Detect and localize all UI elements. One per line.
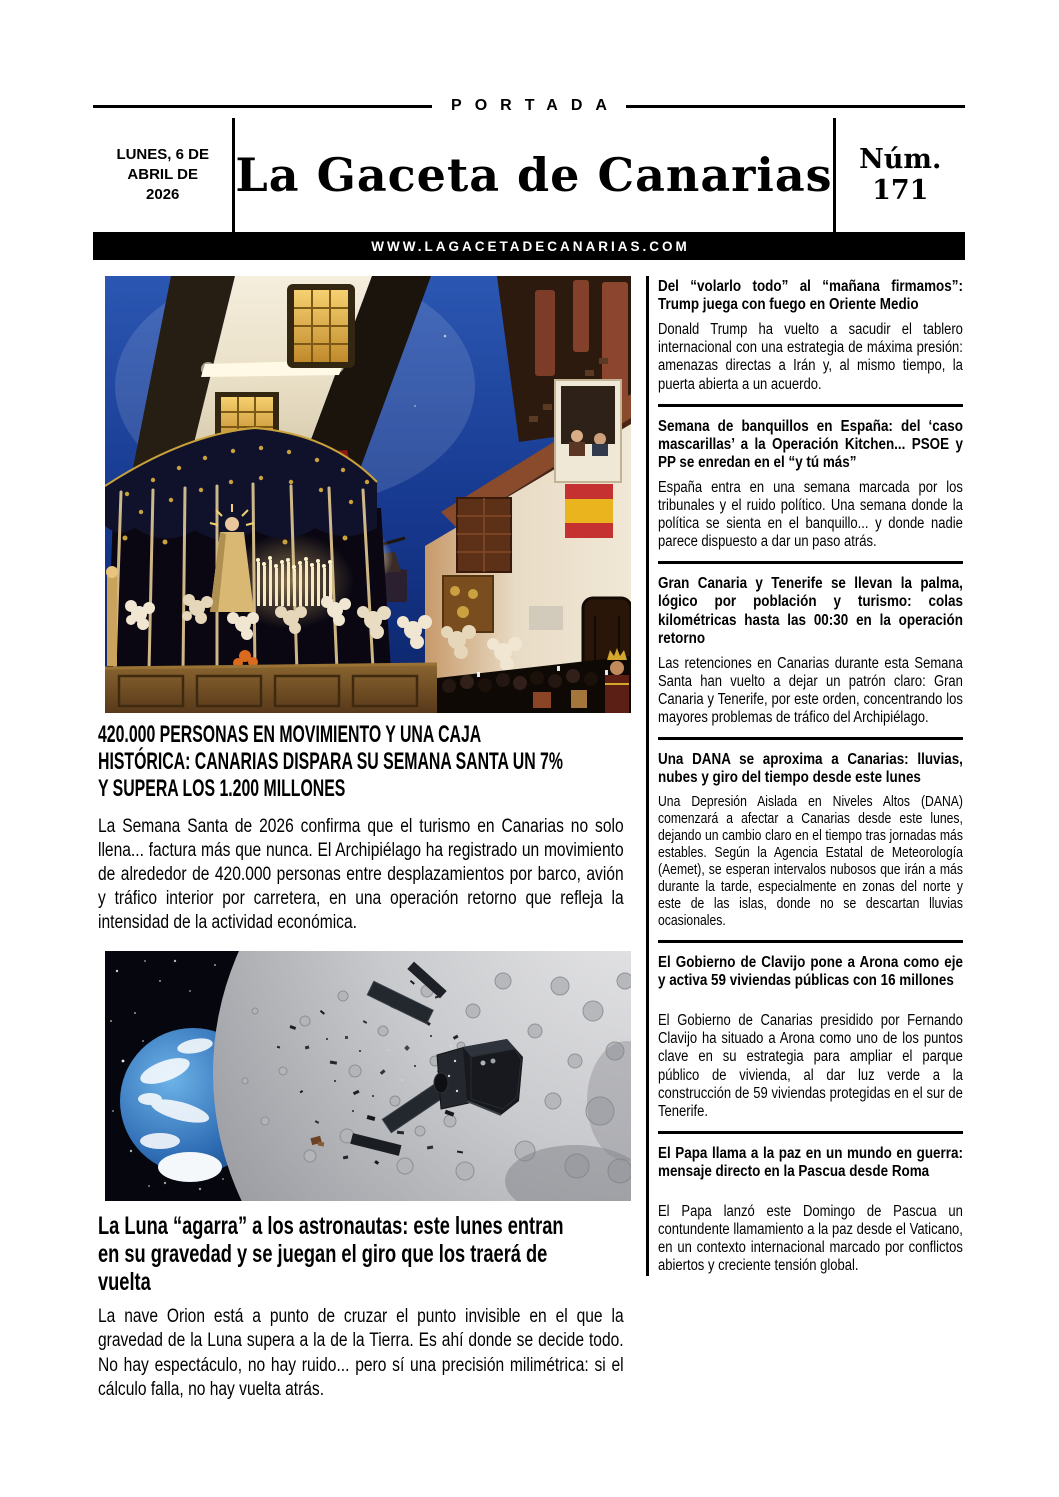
lead-headline-line1: 420.000 PERSONAS EN MOVIMIENTO Y UNA CAJA xyxy=(98,721,482,748)
section-kicker-row xyxy=(93,97,965,115)
issue-number-box xyxy=(833,118,965,232)
sidebar-divider xyxy=(658,940,963,943)
section-kicker-label: PORTADA xyxy=(451,97,620,114)
sidebar-body: Una Depresión Aislada en Niveles Altos (DANA) comenzará a afectar a Canarias desde este lunes, dejando un cambio claro en el tiempo tras jornadas más estables. Según la Agencia Estatal de Meteorología (Aemet), se esperan intervalos nubosos que irán a más durante la tarde, especialmente en zonas del norte y este de las islas, donde no se descartan lluvias ocasionales. xyxy=(658,794,963,930)
lead-headline xyxy=(98,722,639,803)
newspaper-title: La Gaceta de Canarias xyxy=(235,148,833,202)
sidebar-body: El Papa lanzó este Domingo de Pascua un contundente llamamiento a la paz desde el Vaticano, en un contexto internacional marcado por conflictos abiertos y creciente tensión global. xyxy=(658,1203,963,1275)
kicker-rule-left xyxy=(93,105,432,108)
issue-number: 171 xyxy=(872,175,929,206)
sidebar-headline: El Gobierno de Clavijo pone a Arona como eje y activa 59 viviendas públicas con 16 millones xyxy=(658,953,963,990)
sidebar-article-operacion-retorno xyxy=(658,573,963,727)
sidebar-article-dana xyxy=(658,749,963,930)
sidebar-article-trump xyxy=(658,276,963,394)
sidebar-headline: Gran Canaria y Tenerife se llevan la palma, lógico por población y turismo: colas kilométricas hasta las 00:30 en la operación retorno xyxy=(658,575,963,647)
sidebar-body: Donald Trump ha vuelto a sacudir el tablero internacional con una estrategia de máxima presión: amenazas directas a Irán y, al mismo tiempo, la puerta abierta a un acuerdo. xyxy=(658,321,963,393)
edition-date-line2: ABRIL DE xyxy=(127,166,198,184)
sidebar-body: El Gobierno de Canarias presidido por Fernando Clavijo ha situado a Arona como uno de los puntos clave en su estrategia para ampliar el parque público de vivienda, al dar luz verde a la construcción de 59 viviendas protegidas en el sur de Tenerife. xyxy=(658,1012,963,1120)
lead-headline-line3: Y SUPERA LOS 1.200 MILLONES xyxy=(98,774,346,802)
sidebar-article-papa xyxy=(658,1143,963,1276)
sidebar-divider xyxy=(658,1131,963,1134)
sidebar-article-banquillos xyxy=(658,416,963,552)
second-article-body: La nave Orion está a punto de cruzar el punto invisible en el que la gravedad de la Luna supera a la de la Tierra. Es ahí donde se decide todo. No hay espectáculo, no hay ruido... pero sí una precisión milimétrica: si el cálculo falla, no hay vuelta atrás. xyxy=(98,1306,624,1400)
edition-date-line1: LUNES, 6 DE xyxy=(116,146,209,164)
edition-date xyxy=(93,118,235,232)
issue-label: Núm. xyxy=(859,143,942,175)
lead-headline-line2: HISTÓRICA: CANARIAS DISPARA SU SEMANA SANTA UN 7% xyxy=(98,747,563,775)
sidebar-headline: Una DANA se aproxima a Canarias: lluvias, nubes y giro del tiempo desde este lunes xyxy=(658,751,963,787)
sidebar-divider xyxy=(658,737,963,740)
second-headline xyxy=(98,1212,697,1296)
semana-santa-procession-photo xyxy=(105,276,631,713)
sidebar-divider xyxy=(658,561,963,564)
sidebar-news-column xyxy=(646,276,963,1276)
sidebar-article-viviendas xyxy=(658,952,963,1121)
sidebar-body: Las retenciones en Canarias durante esta Semana Santa han vuelto a dejar un patrón claro: Gran Canaria y Tenerife, por este orden, concentrando los mayores problemas de tráfico del Archipiélago. xyxy=(658,654,963,727)
masthead xyxy=(93,118,965,232)
sidebar-headline: El Papa llama a la paz en un mundo en guerra: mensaje directo en la Pascua desde Roma xyxy=(658,1144,963,1180)
lead-article-body: La Semana Santa de 2026 confirma que el turismo en Canarias no solo llena... factura más que nunca. El Archipiélago ha registrado un movimiento de alrededor de 420.000 personas entre desplazamientos por barco, avión y tráfico interior por carretera, en una operación retorno que refleja la intensidad de la actividad económica. xyxy=(98,815,624,934)
main-column xyxy=(98,276,631,1402)
second-headline-line1: La Luna “agarra” a los astronautas: este lunes entran xyxy=(98,1212,564,1241)
second-headline-line3: vuelta xyxy=(98,1268,151,1297)
kicker-rule-right xyxy=(626,105,965,108)
sidebar-body: España entra en una semana marcada por los tribunales y el ruido político. Una semana donde la política se sienta en el banquillo... y donde nadie parece dispuesto a dar un paso atrás. xyxy=(658,478,963,551)
sidebar-headline: Del “volarlo todo” al “mañana firmamos”: Trump juega con fuego en Oriente Medio xyxy=(658,278,963,314)
website-bar xyxy=(93,232,965,260)
sidebar-headline: Semana de banquillos en España: del ‘caso mascarillas’ a la Operación Kitchen... PSOE y PP se enredan en el “y tú más” xyxy=(658,417,963,471)
edition-date-line3: 2026 xyxy=(146,185,180,203)
orion-moon-earth-photo xyxy=(105,951,631,1201)
second-headline-line2: en su gravedad y se juegan el giro que los traerá de xyxy=(98,1240,548,1269)
sidebar-divider xyxy=(658,404,963,407)
website-url: WWW.LAGACETADECANARIAS.COM xyxy=(371,238,690,254)
